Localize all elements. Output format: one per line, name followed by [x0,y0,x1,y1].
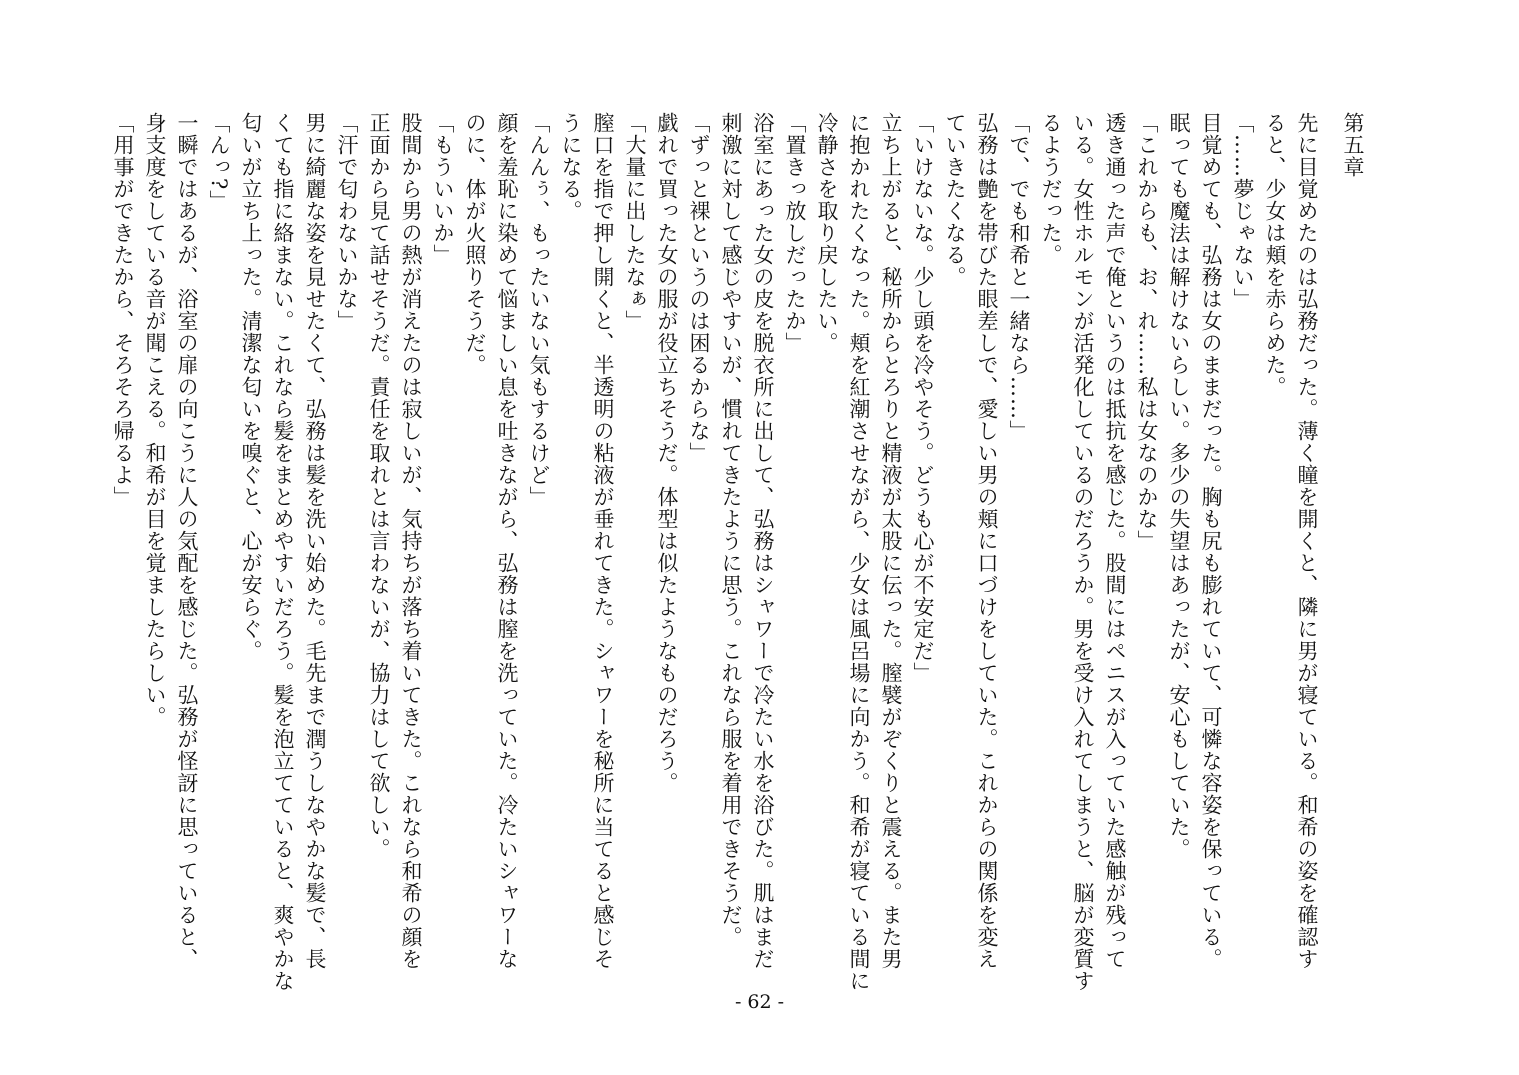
text-line: 「いけないな。少し頭を冷やそう。どうも心が不安定だ」 [911,112,935,684]
text-line: 弘務は艶を帯びた眼差しで、愛しい男の頬に口づけをしていた。これからの関係を変え [975,112,999,970]
text-line: ていきたくなる。 [943,112,967,288]
text-line: 「んんぅ、もったいない気もするけど」 [527,112,551,508]
text-line: 正面から見て話せそうだ。責任を取れとは言わないが、協力はして欲しい。 [367,112,391,860]
chapter-title: 第五章 [1341,112,1365,178]
vertical-text-frame [111,112,1369,1002]
text-line: 一瞬ではあるが、浴室の扉の向こうに人の気配を感じた。弘務が怪訝に思っていると、 [175,112,199,970]
text-line: 冷静さを取り戻したい。 [815,112,839,354]
text-line: 匂いが立ち上った。清潔な匂いを嗅ぐと、心が安らぐ。 [239,112,263,662]
text-line: 立ち上がると、秘所からとろりと精液が太股に伝った。膣襞がぞくりと震える。また男 [879,112,903,970]
text-line: 眠っても魔法は解けないらしい。多少の失望はあったが、安心もしていた。 [1167,112,1191,860]
page-number: - 62 - [734,991,785,1013]
text-line: 「汗で匂わないかな」 [335,112,359,332]
text-line: 男に綺麗な姿を見せたくて、弘務は髪を洗い始めた。毛先まで潤うしなやかな髪で、長 [303,112,327,970]
text-line: るようだった。 [1039,112,1063,266]
text-line: のに、体が火照りそうだ。 [463,112,487,376]
text-line: 「置きっ放しだったか」 [783,112,807,354]
text-line: 顔を羞恥に染めて悩ましい息を吐きながら、弘務は膣を洗っていた。冷たいシャワーな [495,112,519,970]
text-line: 透き通った声で俺というのは抵抗を感じた。股間にはペニスが入っていた感触が残って [1103,112,1127,970]
text-line: 「で、でも和希と一緒なら……」 [1007,112,1031,442]
text-line: 「……夢じゃない」 [1231,112,1255,310]
text-line: 股間から男の熱が消えたのは寂しいが、気持ちが落ち着いてきた。これなら和希の顔を [399,112,423,970]
text-line: 目覚めても、弘務は女のままだった。胸も尻も膨れていて、可憐な容姿を保っている。 [1199,112,1223,970]
text-line: 刺激に対して感じやすいが、慣れてきたように思う。これなら服を着用できそうだ。 [719,112,743,948]
text-line: ると、少女は頬を赤らめた。 [1263,112,1287,398]
text-line: 身支度をしている音が聞こえる。和希が目を覚ましたらしい。 [143,112,167,728]
text-line: 先に目覚めたのは弘務だった。薄く瞳を開くと、隣に男が寝ている。和希の姿を確認す [1295,112,1319,970]
text-line: うになる。 [559,112,583,222]
text-line: 膣口を指で押し開くと、半透明の粘液が垂れてきた。シャワーを秘所に当てると感じそ [591,112,615,970]
text-line: くても指に絡まない。これなら髪をまとめやすいだろう。髪を泡立てていると、爽やかな [271,112,295,992]
vertical-text-columns [107,112,1369,992]
text-line: に抱かれたくなった。頬を紅潮させながら、少女は風呂場に向かう。和希が寝ている間に [847,112,871,992]
text-line: 「ずっと裸というのは困るからな」 [687,112,711,464]
text-line: 「これからも、お、れ……私は女なのかな」 [1135,112,1159,552]
text-line: 「大量に出したなぁ」 [623,112,647,332]
text-line: いる。女性ホルモンが活発化しているのだろうか。男を受け入れてしまうと、脳が変質す [1071,112,1095,992]
text-line: 「んっ?」 [207,112,231,213]
text-line: 戯れで買った女の服が役立ちそうだ。体型は似たようなものだろう。 [655,112,679,794]
text-line: 「もういいか」 [431,112,455,266]
text-line: 浴室にあった女の皮を脱衣所に出して、弘務はシャワーで冷たい水を浴びた。肌はまだ [751,112,775,970]
text-line: 「用事ができたから、そろそろ帰るよ」 [111,112,135,508]
